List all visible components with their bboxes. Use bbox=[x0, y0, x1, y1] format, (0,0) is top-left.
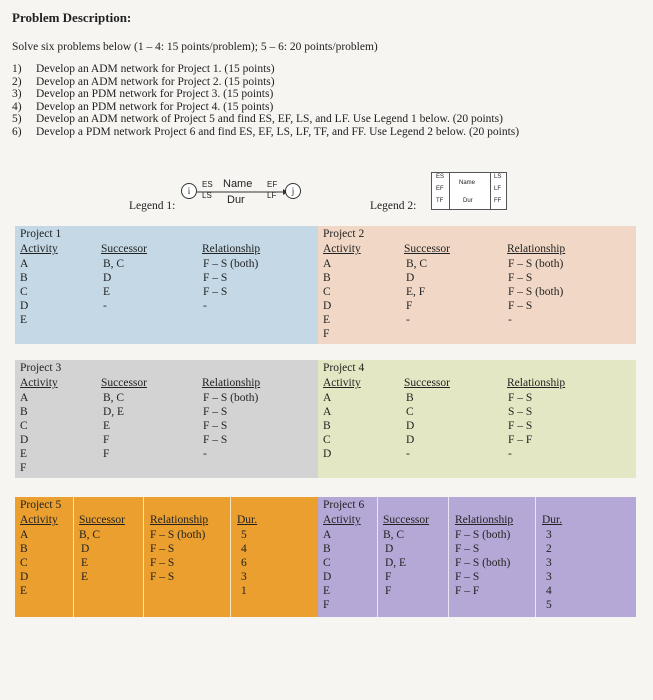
cell-activity: B bbox=[323, 543, 331, 555]
cell-successor: - bbox=[406, 314, 410, 326]
column-header-relationship: Relationship bbox=[202, 243, 261, 255]
cell-successor: D bbox=[81, 543, 90, 555]
cell-successor: E, F bbox=[406, 286, 426, 298]
legend-1-diagram bbox=[181, 176, 301, 210]
legend-lf: LF bbox=[267, 191, 277, 200]
table-title: Project 6 bbox=[323, 499, 365, 511]
start-node-icon: i bbox=[181, 183, 197, 199]
table-title: Project 1 bbox=[20, 228, 62, 240]
column-header-activity: Activity bbox=[20, 243, 58, 255]
cell-successor: D bbox=[103, 272, 112, 284]
cell-successor: B, C bbox=[406, 258, 428, 270]
cell-relationship: F – S bbox=[455, 571, 480, 583]
item-number: 5) bbox=[12, 113, 22, 126]
cell-relationship: F – S bbox=[150, 557, 175, 569]
cell-activity: B bbox=[323, 272, 331, 284]
project-1-table bbox=[15, 226, 318, 344]
list-item bbox=[12, 126, 519, 139]
item-text: Develop an PDM network for Project 3. (15 points) bbox=[36, 88, 274, 101]
column-header-activity: Activity bbox=[20, 377, 58, 389]
cell-relationship: F – S bbox=[203, 406, 228, 418]
cell-activity: E bbox=[20, 448, 28, 460]
cell-duration: 2 bbox=[546, 543, 552, 555]
cell-relationship: - bbox=[508, 314, 512, 326]
cell-duration: 5 bbox=[241, 529, 247, 541]
table-title: Project 4 bbox=[323, 362, 365, 374]
item-number: 6) bbox=[12, 125, 22, 138]
cell-activity: C bbox=[323, 286, 331, 298]
cell-successor: E bbox=[103, 286, 111, 298]
cell-relationship: F – S bbox=[203, 272, 228, 284]
cell-relationship: F – S (both) bbox=[508, 286, 564, 298]
cell-relationship: F – F bbox=[455, 585, 480, 597]
item-text: Develop an ADM network for Project 1. (15 points) bbox=[36, 63, 275, 75]
end-node-icon: j bbox=[285, 183, 301, 199]
cell-activity: D bbox=[323, 571, 332, 583]
cell-activity: F bbox=[323, 328, 330, 340]
table-title: Project 5 bbox=[20, 499, 62, 511]
cell-relationship: F – S (both) bbox=[455, 557, 511, 569]
cell-activity: D bbox=[323, 300, 332, 312]
legend-es: ES bbox=[202, 180, 213, 189]
intro-text: Solve six problems below (1 – 4: 15 points/problem); 5 – 6: 20 points/problem) bbox=[12, 41, 378, 53]
list-item bbox=[12, 76, 519, 89]
cell-activity: A bbox=[20, 392, 29, 404]
column-header-activity: Activity bbox=[20, 514, 58, 526]
cell-successor: B bbox=[406, 392, 414, 404]
column-header-activity: Activity bbox=[323, 243, 361, 255]
item-number: 4) bbox=[12, 100, 22, 113]
cell-successor: F bbox=[385, 585, 392, 597]
cell-successor: - bbox=[103, 300, 107, 312]
column-header-activity: Activity bbox=[323, 377, 361, 389]
cell-successor: - bbox=[406, 448, 410, 460]
list-item bbox=[12, 113, 519, 126]
cell-relationship: F – S bbox=[203, 434, 228, 446]
legend-2-box bbox=[431, 172, 507, 210]
legend-dur: Dur bbox=[227, 194, 245, 206]
problem-list bbox=[12, 63, 519, 139]
cell-successor: E bbox=[103, 420, 111, 432]
cell-successor: B, C bbox=[383, 529, 405, 541]
cell-relationship: F – S bbox=[508, 272, 533, 284]
cell-successor: F bbox=[103, 434, 110, 446]
project-6-table bbox=[318, 497, 636, 617]
cell-successor: B, C bbox=[103, 392, 125, 404]
cell-successor: D, E bbox=[385, 557, 407, 569]
list-item bbox=[12, 101, 519, 114]
column-header-duration: Dur. bbox=[237, 514, 258, 526]
cell-activity: B bbox=[20, 272, 28, 284]
list-item bbox=[12, 88, 519, 101]
cell-duration: 3 bbox=[241, 571, 247, 583]
cell-activity: C bbox=[20, 420, 28, 432]
cell-relationship: F – S (both) bbox=[455, 529, 511, 541]
cell-activity: A bbox=[323, 392, 332, 404]
legend-1-label: Legend 1: bbox=[129, 200, 176, 212]
cell-activity: E bbox=[20, 585, 28, 597]
cell-duration: 3 bbox=[546, 571, 552, 583]
cell-successor: D bbox=[385, 543, 394, 555]
column-header-successor: Successor bbox=[404, 243, 450, 255]
cell-duration: 6 bbox=[241, 557, 247, 569]
cell-relationship: F – S bbox=[203, 420, 228, 432]
item-text: Develop an PDM network for Project 4. (15 points) bbox=[36, 100, 274, 113]
cell-relationship: F – S bbox=[508, 420, 533, 432]
cell-successor: D bbox=[406, 434, 415, 446]
page-title: Problem Description: bbox=[12, 10, 132, 25]
legend-lf: LF bbox=[494, 186, 502, 192]
cell-relationship: F – S (both) bbox=[508, 258, 564, 270]
item-number: 1) bbox=[12, 63, 22, 75]
item-number: 3) bbox=[12, 88, 22, 101]
cell-successor: E bbox=[81, 557, 89, 569]
item-text: Develop a PDM network Project 6 and find ES, EF, LS, LF, TF, and FF. Use Legend 2 below. (20 points) bbox=[36, 125, 520, 138]
cell-relationship: - bbox=[508, 448, 512, 460]
column-header-relationship: Relationship bbox=[507, 243, 566, 255]
column-header-relationship: Relationship bbox=[507, 377, 566, 389]
cell-successor: F bbox=[385, 571, 392, 583]
cell-relationship: F – S (both) bbox=[203, 392, 259, 404]
legend-ls: LS bbox=[494, 174, 502, 180]
column-header-successor: Successor bbox=[383, 514, 429, 526]
table-title: Project 3 bbox=[20, 362, 62, 374]
cell-duration: 4 bbox=[241, 543, 247, 555]
cell-activity: D bbox=[323, 448, 332, 460]
project-2-table bbox=[318, 226, 636, 344]
legend-name: Name bbox=[223, 178, 253, 190]
project-4-table bbox=[318, 360, 636, 478]
cell-successor: D bbox=[406, 420, 415, 432]
cell-relationship: F – S bbox=[150, 571, 175, 583]
cell-duration: 1 bbox=[241, 585, 247, 597]
cell-relationship: F – S bbox=[508, 300, 533, 312]
cell-duration: 3 bbox=[546, 557, 552, 569]
cell-relationship: - bbox=[203, 448, 207, 460]
column-header-relationship: Relationship bbox=[150, 514, 209, 526]
legend-dur: Dur bbox=[463, 198, 473, 204]
cell-successor: C bbox=[406, 406, 414, 418]
cell-activity: D bbox=[20, 300, 29, 312]
project-3-table bbox=[15, 360, 318, 478]
cell-activity: F bbox=[20, 462, 27, 474]
column-header-successor: Successor bbox=[79, 514, 125, 526]
cell-successor: E bbox=[81, 571, 89, 583]
cell-relationship: S – S bbox=[508, 406, 533, 418]
cell-activity: F bbox=[323, 599, 330, 611]
legend-ef: EF bbox=[267, 180, 278, 189]
column-header-relationship: Relationship bbox=[455, 514, 514, 526]
cell-relationship: F – S bbox=[508, 392, 533, 404]
column-header-successor: Successor bbox=[101, 243, 147, 255]
cell-duration: 3 bbox=[546, 529, 552, 541]
cell-activity: A bbox=[323, 529, 332, 541]
legend-ls: LS bbox=[202, 191, 212, 200]
cell-activity: A bbox=[20, 529, 29, 541]
project-5-table bbox=[15, 497, 318, 617]
item-text: Develop an ADM network of Project 5 and find ES, EF, LS, and LF. Use Legend 1 below. (20 points) bbox=[36, 113, 503, 126]
cell-activity: C bbox=[20, 557, 28, 569]
item-number: 2) bbox=[12, 75, 22, 88]
column-header-relationship: Relationship bbox=[202, 377, 261, 389]
cell-activity: E bbox=[323, 314, 331, 326]
cell-activity: C bbox=[323, 557, 331, 569]
cell-activity: E bbox=[20, 314, 28, 326]
cell-successor: D bbox=[406, 272, 415, 284]
cell-activity: B bbox=[20, 543, 28, 555]
cell-successor: B, C bbox=[103, 258, 125, 270]
cell-relationship: F – S (both) bbox=[203, 258, 259, 270]
table-title: Project 2 bbox=[323, 228, 365, 240]
item-text: Develop an ADM network for Project 2. (15 points) bbox=[36, 75, 275, 88]
legend-es: ES bbox=[436, 174, 445, 180]
cell-activity: E bbox=[323, 585, 331, 597]
legend-ef: EF bbox=[436, 186, 444, 192]
legend-ff: FF bbox=[494, 198, 502, 204]
cell-activity: B bbox=[323, 420, 331, 432]
cell-successor: F bbox=[406, 300, 413, 312]
legend-tf: TF bbox=[436, 198, 444, 204]
column-header-duration: Dur. bbox=[542, 514, 563, 526]
cell-activity: D bbox=[20, 571, 29, 583]
column-header-successor: Successor bbox=[101, 377, 147, 389]
cell-activity: A bbox=[323, 258, 332, 270]
cell-successor: D, E bbox=[103, 406, 125, 418]
cell-activity: C bbox=[20, 286, 28, 298]
cell-relationship: F – S bbox=[455, 543, 480, 555]
column-header-activity: Activity bbox=[323, 514, 361, 526]
cell-relationship: F – S bbox=[203, 286, 228, 298]
cell-activity: B bbox=[20, 406, 28, 418]
cell-activity: A bbox=[323, 406, 332, 418]
cell-successor: F bbox=[103, 448, 110, 460]
cell-relationship: F – F bbox=[508, 434, 533, 446]
cell-duration: 4 bbox=[546, 585, 552, 597]
cell-relationship: F – S (both) bbox=[150, 529, 206, 541]
cell-relationship: - bbox=[203, 300, 207, 312]
cell-successor: B, C bbox=[79, 529, 101, 541]
cell-activity: D bbox=[20, 434, 29, 446]
cell-activity: C bbox=[323, 434, 331, 446]
cell-duration: 5 bbox=[546, 599, 552, 611]
legend-name: Name bbox=[459, 180, 476, 186]
cell-activity: A bbox=[20, 258, 29, 270]
cell-relationship: F – S bbox=[150, 543, 175, 555]
list-item bbox=[12, 63, 519, 76]
legend-2-label: Legend 2: bbox=[370, 200, 417, 212]
column-header-successor: Successor bbox=[404, 377, 450, 389]
